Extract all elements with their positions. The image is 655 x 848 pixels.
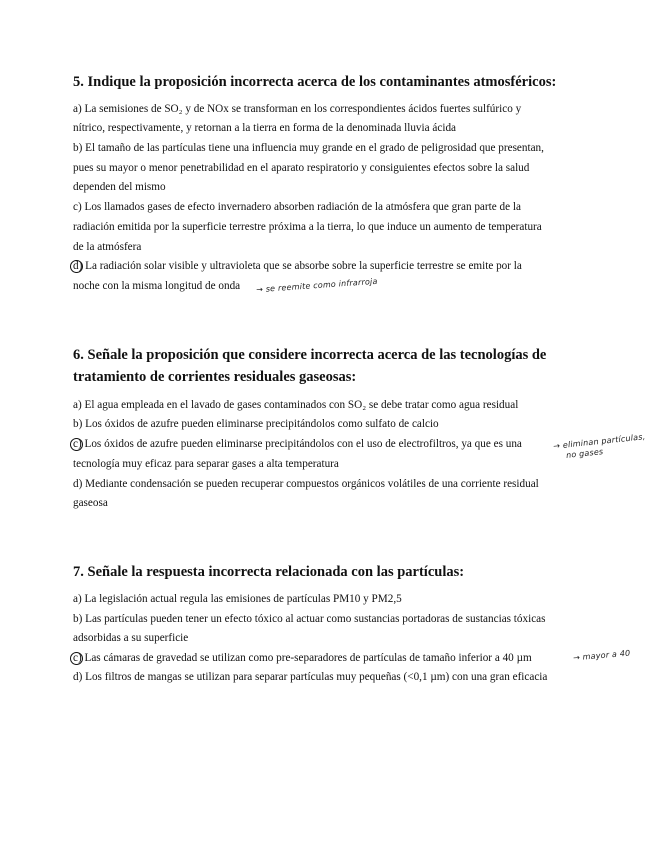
question-7-title: 7. Señale la respuesta incorrecta relacionada con las partículas: [73, 564, 465, 580]
q7-line-1: a) La legislación actual regula las emisiones de partículas PM10 y PM2,5 [73, 593, 402, 605]
q5-line-3: b) El tamaño de las partículas tiene una influencia muy grande en el grado de peligrosidad que presentan, [73, 142, 544, 154]
q6-handwritten-note-line-1: → eliminan partículas, [552, 432, 646, 451]
q6-line-2: b) Los óxidos de azufre pueden eliminarse precipitándolos como sulfato de calcio [73, 418, 439, 430]
q5-answer-circle [70, 260, 83, 273]
q5-line-7: radiación emitida por la superficie terrestre próxima a la tierra, lo que induce un aumento de temperatura [73, 221, 542, 233]
q7-answer-circle [70, 652, 83, 665]
q5-line-1: a) La semisiones de SO₂ y de NOx se transforman en los correspondientes ácidos fuertes sulfúrico y [73, 103, 522, 115]
q7-handwritten-note: → mayor a 40 [572, 648, 631, 663]
question-5-title: 5. Indique la proposición incorrecta acerca de los contaminantes atmosféricos: [73, 74, 557, 90]
q6-answer-circle [70, 438, 83, 451]
q5-handwritten-note: → se reemite como infrarroja [255, 276, 378, 295]
q5-line-4: pues su mayor o menor penetrabilidad en el aparato respiratorio y consiguientes efectos sobre la salud [73, 162, 530, 174]
q5-line-5: dependen del mismo [73, 181, 166, 193]
q5-line-9: d) La radiación solar visible y ultravioleta que se absorbe sobre la superficie terrestre se emite por la [73, 260, 522, 272]
q5-line-6: c) Los llamados gases de efecto invernadero absorben radiación de la atmósfera que gran parte de la [73, 201, 521, 213]
q6-line-5: d) Mediante condensación se pueden recuperar compuestos orgánicos volátiles de una corriente residual [73, 478, 539, 490]
q6-line-3: c) Los óxidos de azufre pueden eliminarse precipitándolos con el uso de electrofiltros, ya que es una [73, 438, 522, 450]
question-6-title-line-2: tratamiento de corrientes residuales gaseosas: [73, 369, 357, 385]
q5-line-2: nítrico, respectivamente, y retornan a la tierra en forma de la denominada lluvia ácida [73, 122, 456, 134]
q7-line-3: adsorbidas a su superficie [73, 632, 189, 644]
q6-line-4: tecnología muy eficaz para separar gases a alta temperatura [73, 458, 339, 470]
question-6-title-line-1: 6. Señale la proposición que considere incorrecta acerca de las tecnologías de [73, 347, 547, 363]
q5-line-10: noche con la misma longitud de onda [73, 280, 241, 292]
q5-line-8: de la atmósfera [73, 241, 142, 253]
q7-line-5: d) Los filtros de mangas se utilizan para separar partículas muy pequeñas (<0,1 µm) con una gran eficacia [73, 671, 548, 683]
q6-handwritten-note-line-2: no gases [565, 447, 604, 460]
q7-line-2: b) Las partículas pueden tener un efecto tóxico al actuar como sustancias portadoras de sustancias tóxicas [73, 613, 546, 625]
q6-line-1: a) El agua empleada en el lavado de gases contaminados con SO₂ se debe tratar como agua residual [73, 399, 519, 411]
q7-line-4: c) Las cámaras de gravedad se utilizan como pre-separadores de partículas de tamaño inferior a 40 µm [73, 652, 532, 664]
q6-line-6: gaseosa [73, 497, 108, 509]
